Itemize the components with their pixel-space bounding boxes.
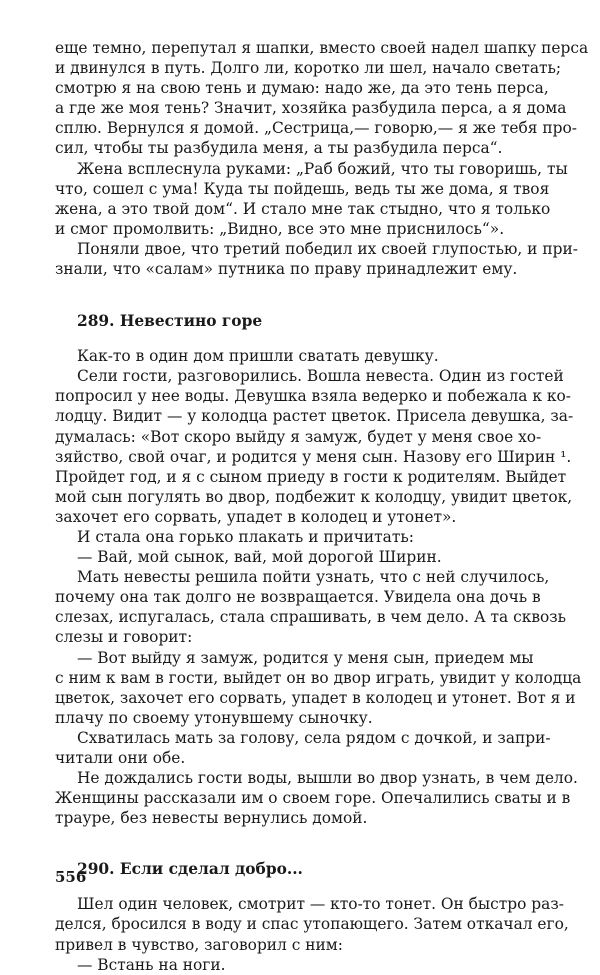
text-line: слезах, испугалась, стала спрашивать, в чем дело. А та сквозь [55, 608, 567, 627]
paragraph [55, 728, 555, 768]
text-line: почему она так долго не возвращается. Увидела она дочь в [55, 588, 541, 607]
text-line: Женщины рассказали им о своем горе. Опечалились сваты и в [55, 789, 571, 808]
text-line: Как-то в один дом пришли сватать девушку. [77, 347, 439, 366]
text-line: плачу по своему утонувшему сыночку. [55, 708, 373, 727]
text-line: Сели гости, разговорились. Вошла невеста. Один из гостей [77, 367, 564, 386]
text-line: делся, бросился в воду и спас утопающего. Затем откачал его, [55, 915, 569, 934]
paragraph [55, 768, 578, 828]
text-line: зяйство, свой очаг, и родится у меня сын. Назову его Ширин ¹. [55, 447, 572, 466]
text-line: Поняли двое, что третий победил их своей глупостью, и при- [77, 239, 578, 258]
text-line: Пройдет год, и я с сыном приеду в гости к родителям. Выйдет [55, 467, 567, 486]
text-line: — Вай, мой сынок, вай, мой дорогой Ширин. [77, 548, 442, 567]
text-line: знали, что «салам» путника по праву принадлежит ему. [55, 260, 518, 279]
story-290-body [55, 894, 569, 974]
text-line: а где же моя тень? Значит, хозяйка разбудила перса, а я дома [55, 99, 567, 118]
paragraph [55, 159, 568, 239]
text-line: Жена всплеснула руками: „Раб божий, что ты говоришь, ты [77, 159, 568, 178]
text-line: думалась: «Вот скоро выйду я замуж, будет у меня свое хо- [55, 427, 542, 446]
text-line: цветок, захочет его сорвать, упадет в колодец и утонет. Вот я и [55, 688, 576, 707]
paragraph [55, 527, 555, 547]
page-number: 556 [55, 868, 87, 886]
text-line: сплю. Вернулся я домой. „Сестрица,— говорю,— я же тебя про- [55, 119, 577, 138]
paragraph [55, 38, 589, 159]
story-290-title: 290. Если сделал добро... [77, 860, 303, 879]
text-line: Мать невесты решила пойти узнать, что с ней случилось, [77, 568, 550, 587]
text-line: читали они обе. [55, 749, 186, 767]
text-line: Схватилась мать за голову, села рядом с дочкой, и запри- [77, 728, 551, 747]
text-line: и двинулся в путь. Долго ли, коротко ли шел, начало светать; [55, 59, 562, 78]
paragraph [55, 567, 567, 647]
story-289-body [55, 346, 582, 828]
page [55, 38, 589, 975]
text-line: жена, а это твой дом“. И стало мне так стыдно, что я только [55, 199, 551, 218]
paragraph [55, 346, 555, 366]
text-line: попросил у нее воды. Девушка взяла ведерко и побежала к ко- [55, 387, 571, 406]
text-line: Шел один человек, смотрит — кто-то тонет. Он быстро раз- [77, 895, 564, 914]
text-line: смотрю я на свою тень и думаю: надо же, да это тень перса, [55, 79, 549, 98]
text-line: Не дождались гости воды, вышли во двор узнать, в чем дело. [77, 769, 578, 788]
text-line: — Вот выйду я замуж, родится у меня сын, приедем мы [77, 648, 534, 667]
paragraph [55, 239, 578, 279]
text-line: слезы и говорит: [55, 628, 193, 647]
text-line: что, сошел с ума! Куда ты пойдешь, ведь ты же дома, я твоя [55, 179, 550, 198]
text-line: с ним к вам в гости, выйдет он во двор играть, увидит у колодца [55, 668, 582, 687]
text-line: трауре, без невесты вернулись домой. [55, 809, 368, 828]
text-line: — Встань на ноги. [77, 955, 226, 974]
text-line: еще темно, перепутал я шапки, вместо своей надел шапку перса [55, 39, 589, 57]
story-289-title: 289. Невестино горе [77, 312, 263, 331]
paragraph [55, 955, 555, 975]
text-line: И стала она горько плакать и причитать: [77, 527, 414, 546]
text-line: и смог промолвить: „Видно, все это мне приснилось“». [55, 219, 505, 238]
text-line: сил, чтобы ты разбудила меня, а ты разбудила перса“. [55, 139, 503, 158]
text-line: захочет его сорвать, упадет в колодец и утонет». [55, 507, 457, 526]
paragraph [55, 547, 555, 567]
text-line: привел в чувство, заговорил с ним: [55, 935, 343, 954]
paragraph [55, 894, 569, 954]
story-288-ending [55, 38, 589, 279]
text-line: лодцу. Видит — у колодца растет цветок. Присела девушка, за- [55, 407, 574, 426]
paragraph [55, 648, 582, 728]
paragraph [55, 366, 574, 527]
text-line: мой сын погулять во двор, подбежит к колодцу, увидит цветок, [55, 487, 573, 506]
